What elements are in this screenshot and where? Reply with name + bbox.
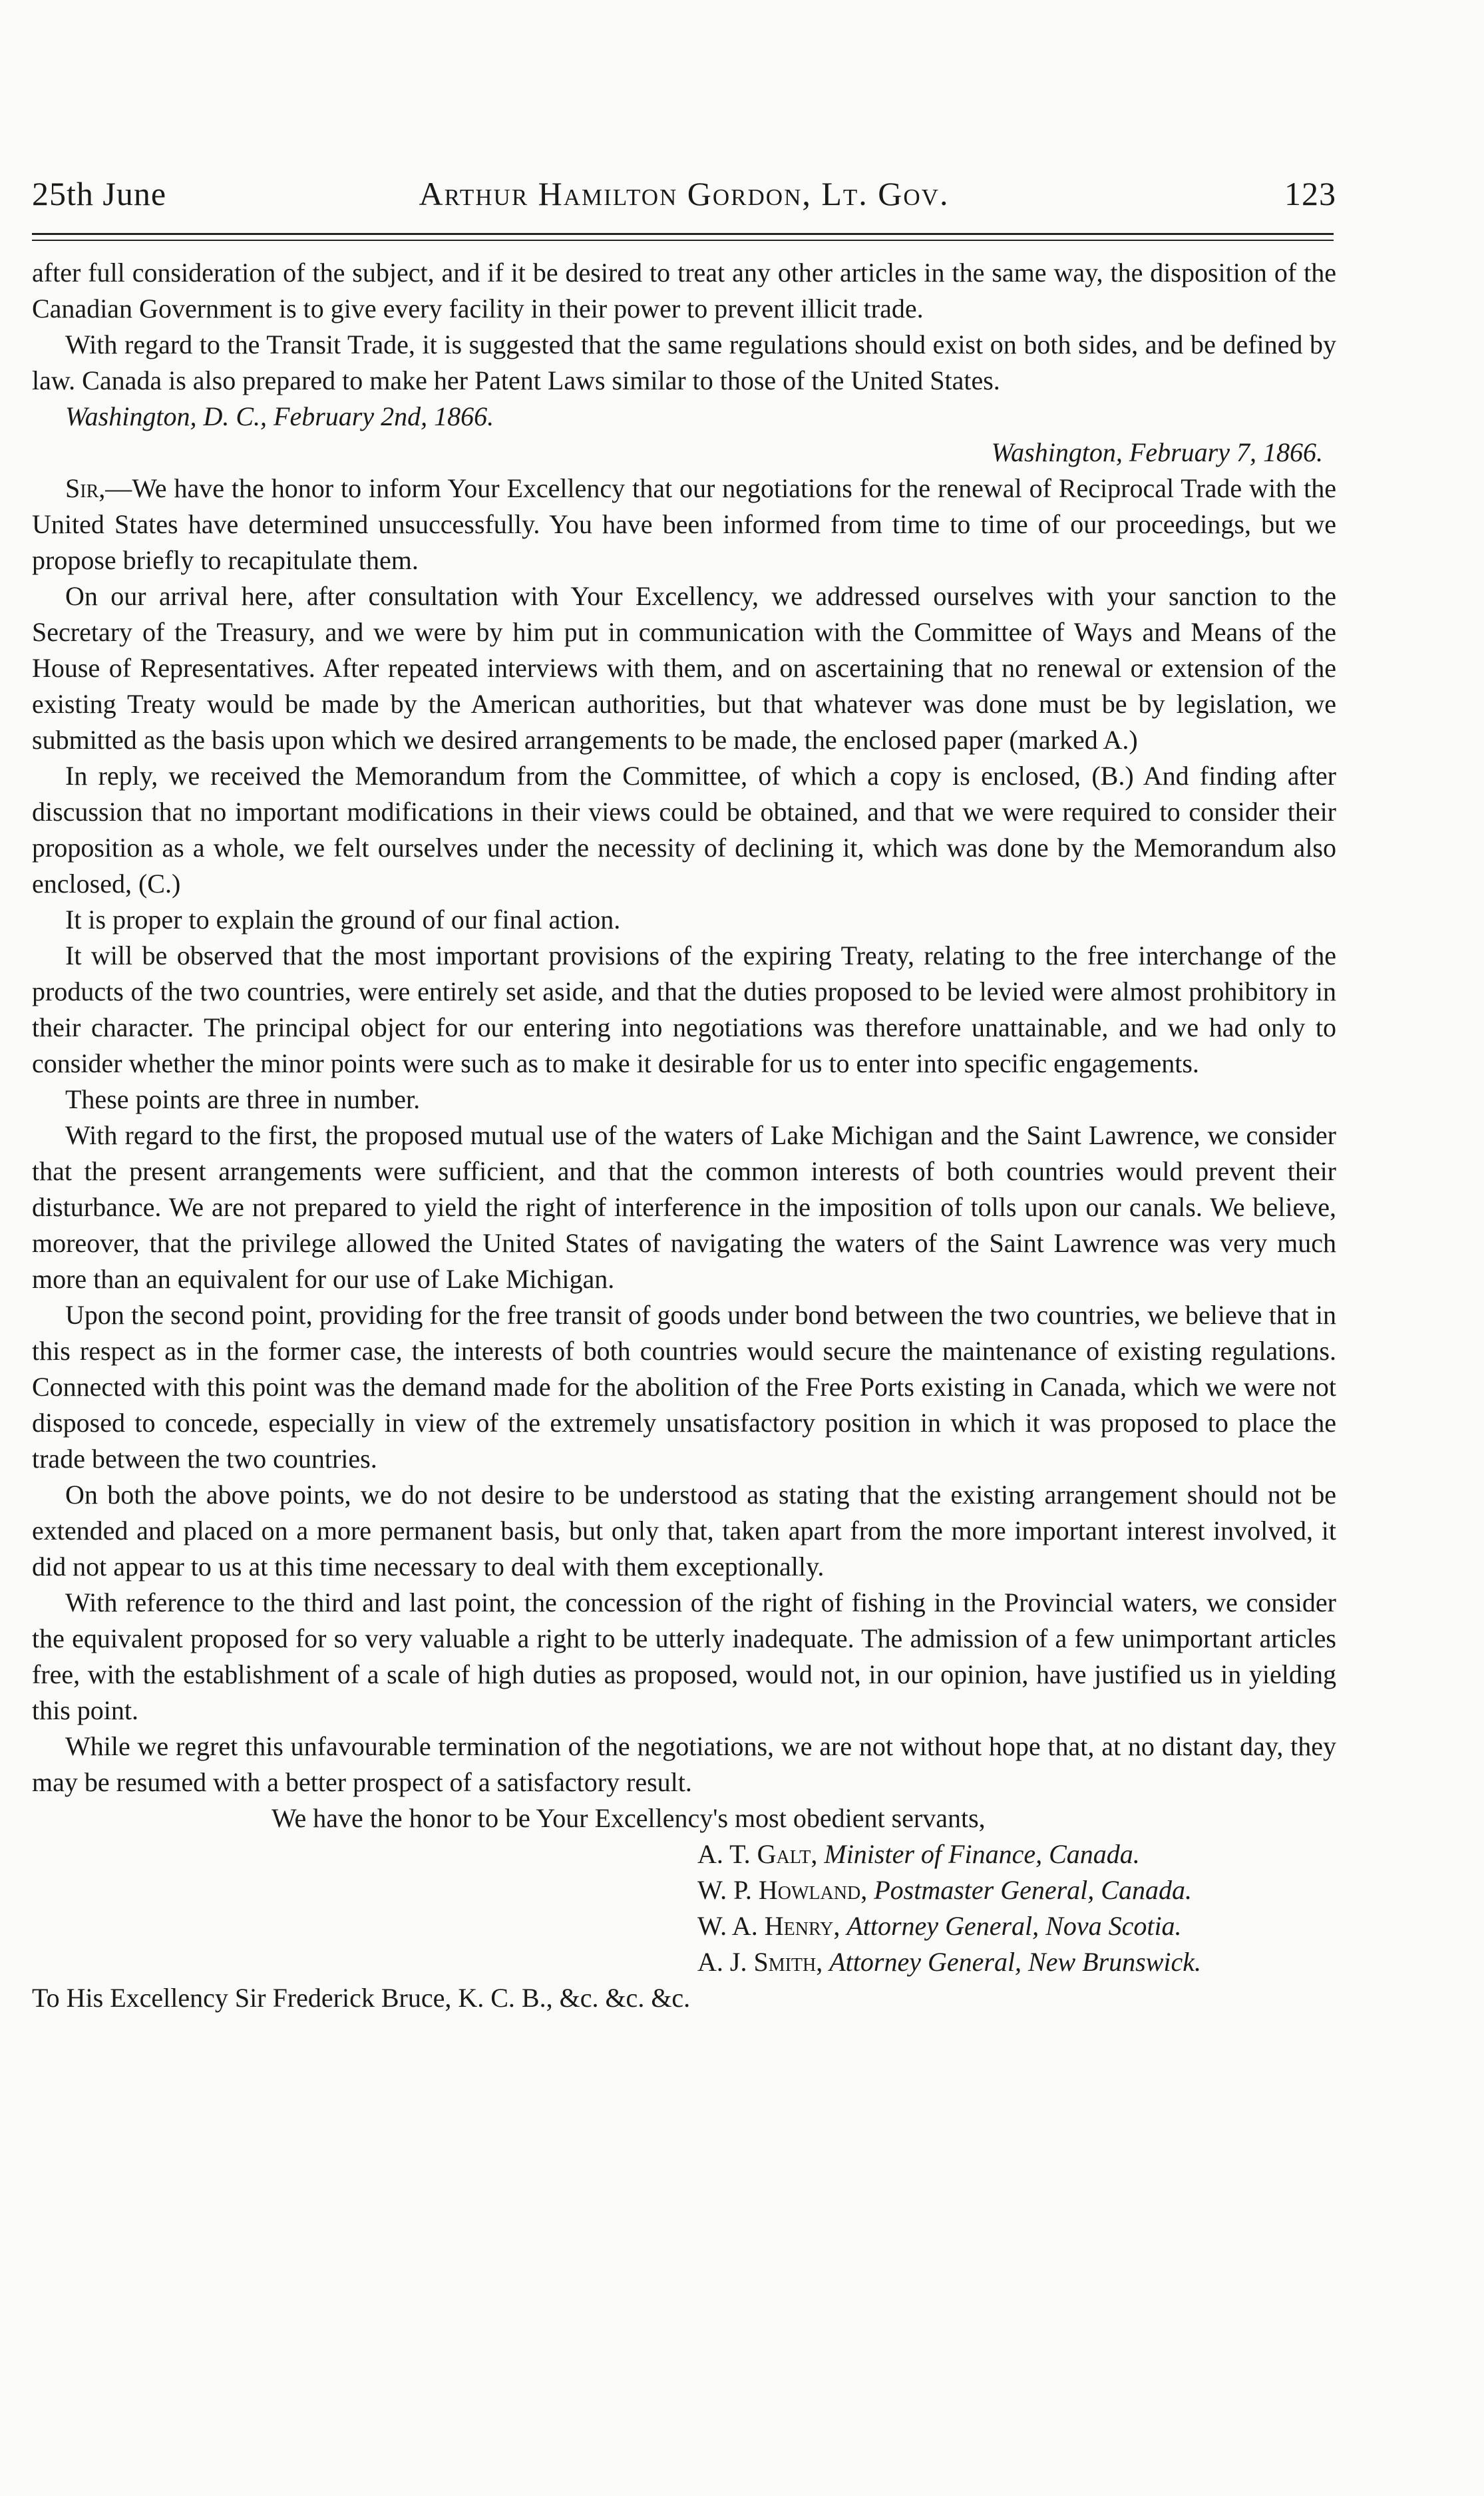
salutation: Sir, xyxy=(65,473,106,503)
dateline-feb-2: Washington, D. C., February 2nd, 1866. xyxy=(65,401,494,431)
paragraph: It will be observed that the most important provisions of the expiring Treaty, relating to the free interchange of the products of the two countries, were entirely set aside, and that the duties proposed to be levied were almost prohibitory in their character. The principal object for our entering into negotiations was therefore unattainable, and we had only to consider whether the minor points were such as to make it desirable for us to enter into specific engagements. xyxy=(32,940,1336,1078)
paragraph: On both the above points, we do not desire to be understood as stating that the existing arrangement should not be extended and placed on a more permanent basis, but only that, taken apart from the more important interest involved, it did not appear to us at this time necessary to deal with them exceptionally. xyxy=(32,1480,1336,1581)
paragraph: With regard to the first, the proposed mutual use of the waters of Lake Michigan and the Saint Lawrence, we consider that the present arrangements were sufficient, and that the common interests of both countries would prevent their disturbance. We are not prepared to yield the right of interference in the imposition of tolls upon our canals. We believe, moreover, that the privilege allowed the United States of navigating the waters of the Saint Lawrence was very much more than an equivalent for our use of Lake Michigan. xyxy=(32,1120,1336,1294)
signatory-role: Postmaster General, Canada. xyxy=(874,1875,1192,1905)
closing-line: We have the honor to be Your Excellency's most obedient servants, xyxy=(272,1803,986,1833)
paragraph: after full consideration of the subject, and if it be desired to treat any other articles in the same way, the disposition of the Canadian Government is to give every facility in their power to prevent illicit trade. xyxy=(32,258,1336,323)
opening-text: —We have the honor to inform Your Excellency that our negotiations for the renewal of Reciprocal Trade with the United States have determined unsuccessfully. You have been informed from time to time of our proceedings, but we propose briefly to recapitulate them. xyxy=(32,473,1336,575)
paragraph: These points are three in number. xyxy=(65,1084,421,1114)
signatory-role: Minister of Finance, Canada. xyxy=(824,1839,1140,1869)
page-number: 123 xyxy=(1284,175,1336,212)
paragraph: In reply, we received the Memorandum from the Committee, of which a copy is enclosed, (B.) And finding after discussion that no important modifications in their views could be obtained, and that we were required to consider their proposition as a whole, we felt ourselves under the necessity of declining it, which was done by the Memorandum also enclosed, (C.) xyxy=(32,761,1336,899)
header-date: 25th June xyxy=(32,175,167,212)
signature xyxy=(32,1836,1336,1872)
signatory-name: A. J. Smith, xyxy=(697,1947,823,1977)
signatory-role: Attorney General, Nova Scotia. xyxy=(846,1911,1182,1941)
addressee: To His Excellency Sir Frederick Bruce, K. C. B., &c. &c. &c. xyxy=(32,1983,691,2013)
header-rule-bottom xyxy=(32,240,1334,241)
header-title: Arthur Hamilton Gordon, Lt. Gov. xyxy=(419,175,950,212)
signature xyxy=(32,1872,1336,1908)
signatory-name: W. A. Henry, xyxy=(697,1911,840,1941)
paragraph: While we regret this unfavourable termination of the negotiations, we are not without hope that, at no distant day, they may be resumed with a better prospect of a satisfactory result. xyxy=(32,1731,1336,1797)
signatory-role: Attorney General, New Brunswick. xyxy=(829,1947,1202,1977)
signatory-name: A. T. Galt, xyxy=(697,1839,818,1869)
paragraph: With reference to the third and last point, the concession of the right of fishing in the Provincial waters, we consider the equivalent proposed for so very valuable a right to be utterly inadequate. The admission of a few unimportant articles free, with the establishment of a scale of high duties as proposed, would not, in our opinion, have justified us in yielding this point. xyxy=(32,1587,1336,1725)
signature xyxy=(32,1944,1336,1980)
header-rule-top xyxy=(32,233,1334,235)
paragraph: It is proper to explain the ground of our final action. xyxy=(65,905,621,935)
letter-opening xyxy=(32,471,1336,578)
paragraph: With regard to the Transit Trade, it is suggested that the same regulations should exist on both sides, and be defined by law. Canada is also prepared to make her Patent Laws similar to those of the United States. xyxy=(32,329,1336,395)
running-header xyxy=(32,168,1336,221)
paragraph: On our arrival here, after consultation with Your Excellency, we addressed ourselves with your sanction to the Secretary of the Treasury, and we were by him put in communication with the Committee of Ways and Means of the House of Representatives. After repeated interviews with them, and on ascertaining that no renewal or extension of the existing Treaty would be made by the American authorities, but that whatever was done must be by legislation, we submitted as the basis upon which we desired arrangements to be made, the enclosed paper (marked A.) xyxy=(32,581,1336,755)
signatory-name: W. P. Howland, xyxy=(697,1875,868,1905)
signature xyxy=(32,1908,1336,1944)
dateline-feb-7: Washington, February 7, 1866. xyxy=(991,437,1323,467)
paragraph: Upon the second point, providing for the free transit of goods under bond between the two countries, we believe that in this respect as in the former case, the interests of both countries would secure the maintenance of existing regulations. Connected with this point was the demand made for the abolition of the Free Ports existing in Canada, which we were not disposed to concede, especially in view of the extremely unsatisfactory position in which it was proposed to place the trade between the two countries. xyxy=(32,1300,1336,1474)
document-body xyxy=(32,255,1336,2016)
